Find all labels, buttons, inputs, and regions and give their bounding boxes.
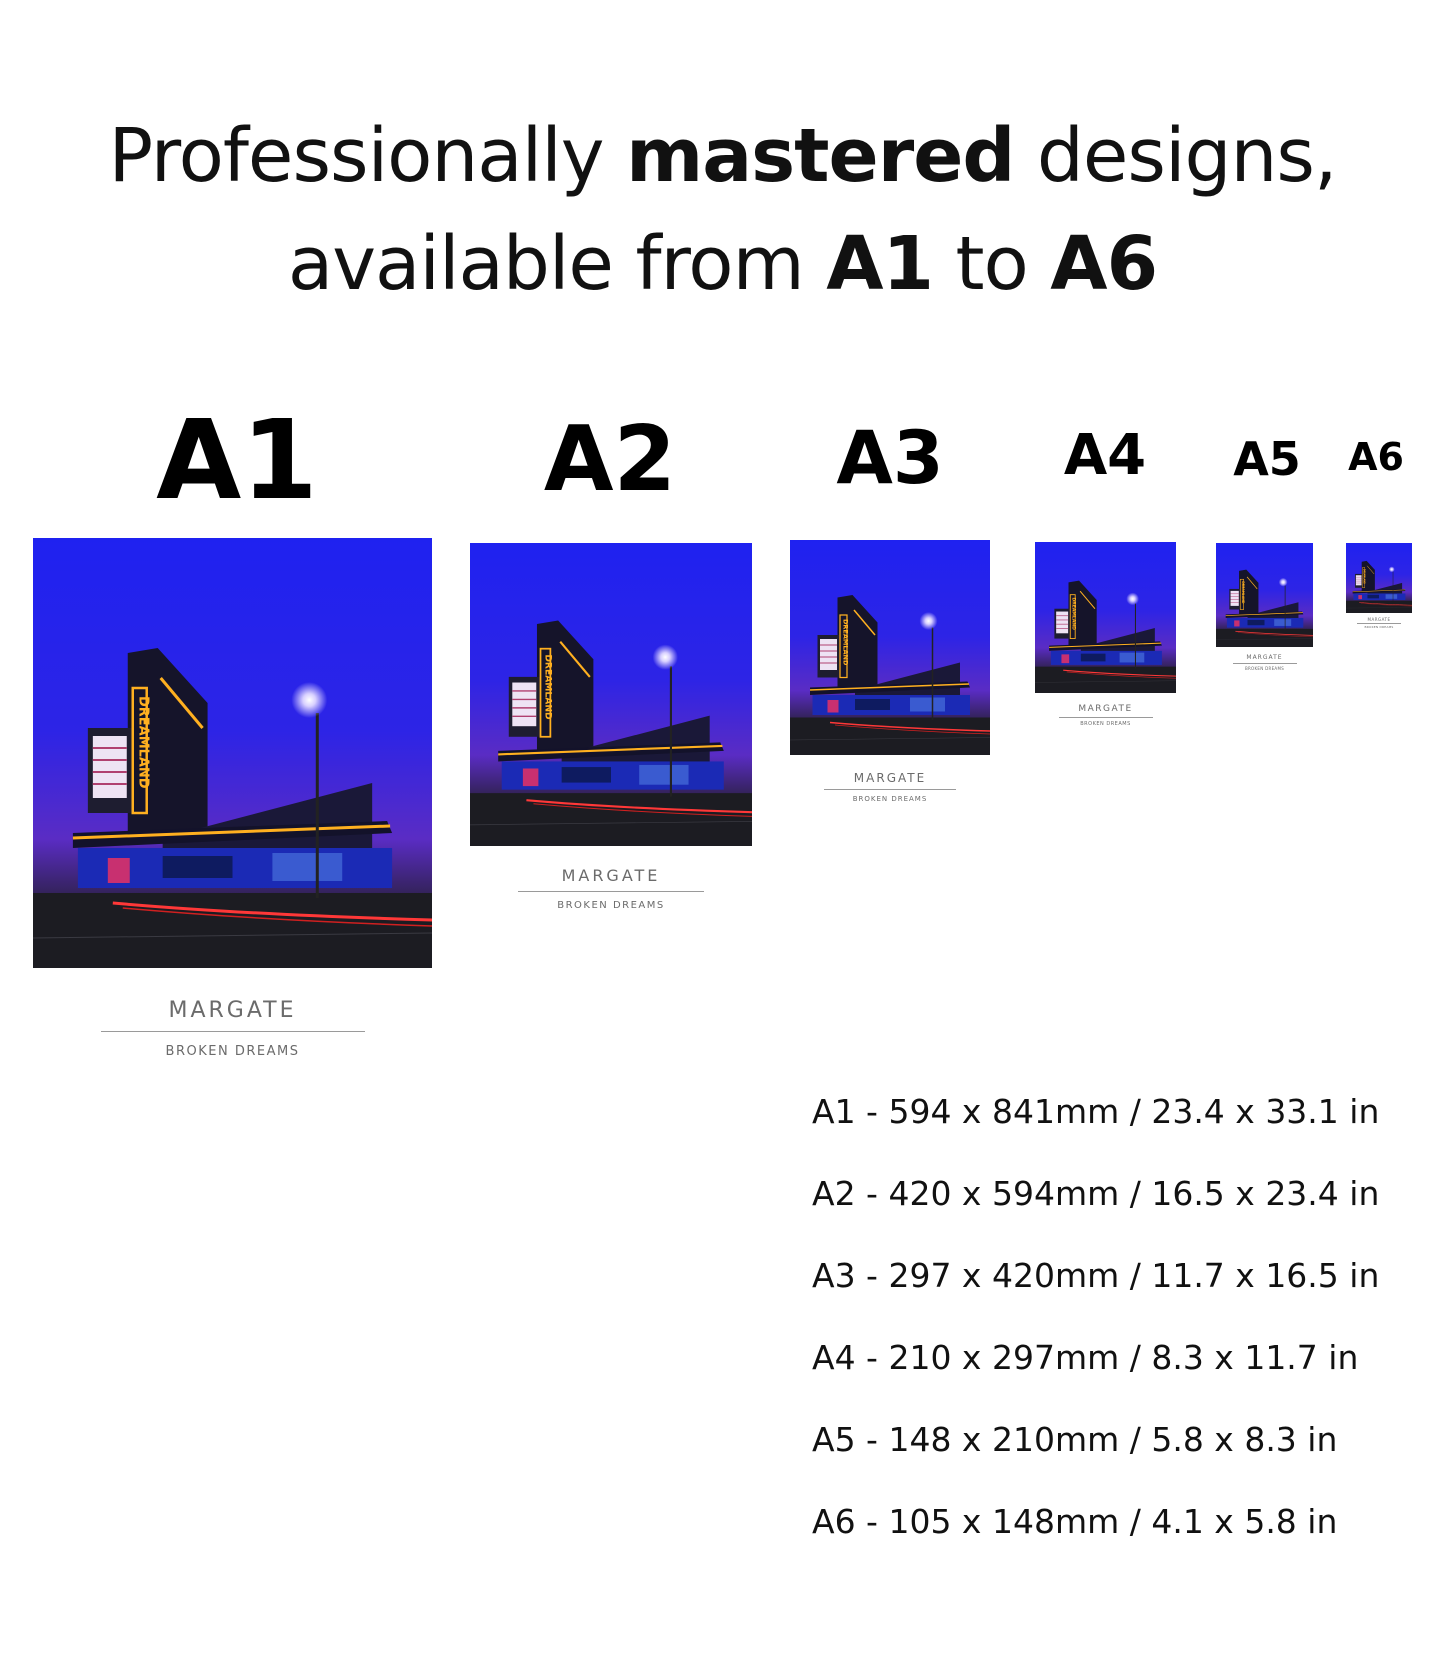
headline	[0, 102, 1445, 318]
poster-artwork	[1035, 542, 1176, 693]
poster-a4	[1035, 542, 1176, 727]
headline-line-2	[0, 210, 1445, 318]
size-label-a2: A2	[543, 407, 677, 512]
size-label-a4: A4	[1063, 423, 1147, 488]
size-specs-list	[812, 1092, 1379, 1584]
headline-emphasis: A1	[826, 221, 933, 307]
poster-a1	[33, 538, 432, 1059]
svg-text:DREAMLAND: DREAMLAND	[542, 654, 554, 720]
spec-row-a6: A6 - 105 x 148mm / 4.1 x 5.8 in	[812, 1502, 1338, 1541]
poster-caption-title: MARGATE	[168, 998, 297, 1023]
poster-a6	[1346, 543, 1412, 629]
poster-caption-title: MARGATE	[561, 866, 661, 885]
poster-caption-subtitle: BROKEN DREAMS	[1080, 721, 1131, 727]
poster-artwork	[470, 543, 752, 846]
poster-a3	[790, 540, 990, 803]
spec-row-a2: A2 - 420 x 594mm / 16.5 x 23.4 in	[812, 1174, 1380, 1213]
spec-row-a1: A1 - 594 x 841mm / 23.4 x 33.1 in	[812, 1092, 1380, 1131]
headline-text: available from	[287, 221, 827, 307]
headline-text: Professionally	[108, 113, 627, 199]
poster-artwork	[1216, 543, 1313, 647]
poster-caption-rule	[518, 891, 704, 892]
poster-caption-subtitle: BROKEN DREAMS	[1244, 666, 1285, 671]
poster-caption-title: MARGATE	[1078, 704, 1133, 714]
svg-text:DREAMLAND: DREAMLAND	[1362, 568, 1366, 584]
size-label-a1: A1	[156, 396, 318, 524]
spec-row-a5: A5 - 148 x 210mm / 5.8 x 8.3 in	[812, 1420, 1338, 1459]
poster-caption-rule	[101, 1031, 365, 1032]
svg-text:DREAMLAND: DREAMLAND	[135, 696, 151, 789]
size-label-a5: A5	[1233, 432, 1301, 486]
headline-line-1	[0, 102, 1445, 210]
poster-a5	[1216, 543, 1313, 671]
poster-caption-rule	[1059, 717, 1153, 718]
poster-caption-rule	[1357, 623, 1401, 624]
headline-text: designs,	[1014, 113, 1337, 199]
poster-a2	[470, 543, 752, 911]
headline-emphasis: mastered	[626, 113, 1015, 199]
poster-caption-title: MARGATE	[853, 771, 927, 785]
poster-caption-subtitle: BROKEN DREAMS	[557, 900, 665, 911]
poster-caption-subtitle: BROKEN DREAMS	[165, 1044, 300, 1059]
poster-caption-subtitle: BROKEN DREAMS	[1364, 625, 1394, 629]
poster-caption-subtitle: BROKEN DREAMS	[852, 795, 928, 803]
poster-caption-rule	[1233, 663, 1297, 664]
headline-text: to	[932, 221, 1051, 307]
svg-text:DREAMLAND: DREAMLAND	[841, 619, 850, 666]
poster-artwork	[33, 538, 432, 968]
svg-text:DREAMLAND: DREAMLAND	[1070, 597, 1076, 630]
svg-text:DREAMLAND: DREAMLAND	[1240, 581, 1245, 604]
size-label-a6: A6	[1348, 435, 1404, 479]
spec-row-a4: A4 - 210 x 297mm / 8.3 x 11.7 in	[812, 1338, 1359, 1377]
size-label-a3: A3	[836, 416, 944, 501]
poster-caption-title: MARGATE	[1367, 617, 1391, 622]
poster-caption-title: MARGATE	[1246, 654, 1283, 661]
spec-row-a3: A3 - 297 x 420mm / 11.7 x 16.5 in	[812, 1256, 1380, 1295]
poster-caption-rule	[824, 789, 956, 790]
poster-artwork	[790, 540, 990, 755]
headline-emphasis: A6	[1050, 221, 1158, 307]
poster-artwork	[1346, 543, 1412, 613]
